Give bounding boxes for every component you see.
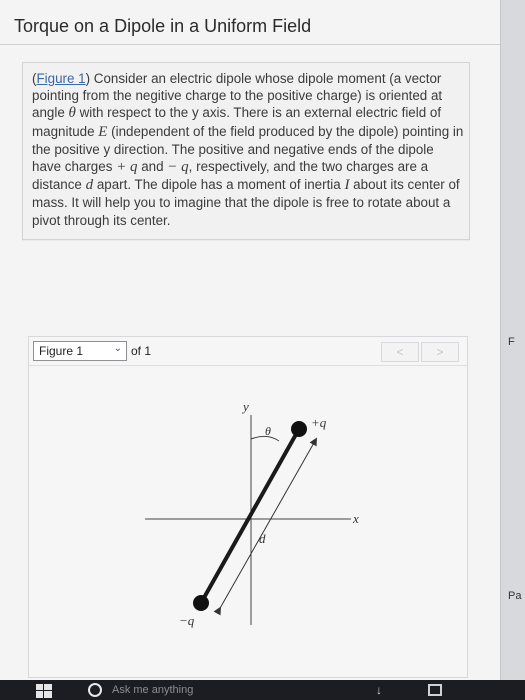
theta-label: θ <box>265 424 271 438</box>
x-axis-label: x <box>353 511 359 526</box>
prev-figure-button[interactable]: < <box>381 342 419 362</box>
figure-count: of 1 <box>131 344 152 358</box>
figure-panel <box>28 336 468 678</box>
theta-symbol: θ <box>68 105 76 122</box>
edge-letter-bottom: Pa <box>508 590 522 602</box>
problem-description-box <box>22 62 470 240</box>
desc-text-3: (independent of the field produced by the dipole) pointing in the positive y direction. The positive and negative ends of the dipole have charges <box>32 123 464 175</box>
dipole-diagram <box>29 367 467 675</box>
problem-description <box>32 70 464 229</box>
cortana-icon[interactable] <box>88 683 102 697</box>
figure-link[interactable]: Figure 1 <box>36 71 86 86</box>
positive-charge <box>291 421 307 437</box>
title-divider <box>0 44 500 45</box>
desc-text-6: apart. The dipole has a moment of inertia <box>93 177 345 193</box>
desc-text-4: and <box>137 159 168 175</box>
e-symbol: E <box>98 123 108 140</box>
distance-arrow <box>219 441 315 610</box>
y-axis-label: y <box>243 399 249 414</box>
figure-select-value: Figure 1 <box>39 344 84 358</box>
paren-open: ( <box>32 71 37 86</box>
desc-text-2: with respect to the y axis. There is an external electric field of magnitude <box>32 105 442 139</box>
dipole-rod <box>201 429 299 603</box>
figure-select[interactable] <box>33 341 127 361</box>
d-symbol: d <box>85 177 94 194</box>
desc-text-1: ) Consider an electric dipole whose dipole moment (a vector pointing from the negitive charge to the positive charge) is oriented at angle <box>32 71 443 121</box>
windows-icon[interactable] <box>36 684 52 698</box>
next-figure-button[interactable]: > <box>421 342 459 362</box>
d-label: d <box>259 531 266 546</box>
figure-header <box>29 337 467 366</box>
microphone-icon[interactable]: ↓ <box>376 683 382 697</box>
desc-text-5: , respectively, and the two charges are a distance <box>32 159 429 193</box>
taskbar <box>0 680 525 700</box>
page-title: Torque on a Dipole in a Uniform Field <box>14 16 312 36</box>
negative-charge <box>193 595 209 611</box>
task-view-icon[interactable] <box>428 684 442 696</box>
taskbar-search[interactable]: Ask me anything <box>112 684 194 696</box>
plus-q-symbol: + q <box>116 159 138 176</box>
desc-text-7: about its center of mass. It will help you to imagine that the dipole is free to rotate about a pivot through its center. <box>32 177 460 228</box>
plus-q-label: +q <box>311 415 327 430</box>
minus-q-symbol: − q <box>167 159 189 176</box>
minus-q-label: −q <box>179 613 195 628</box>
edge-letter-top: F <box>508 336 515 348</box>
i-symbol: I <box>344 177 350 194</box>
chevron-down-icon: ⌄ <box>113 343 122 354</box>
